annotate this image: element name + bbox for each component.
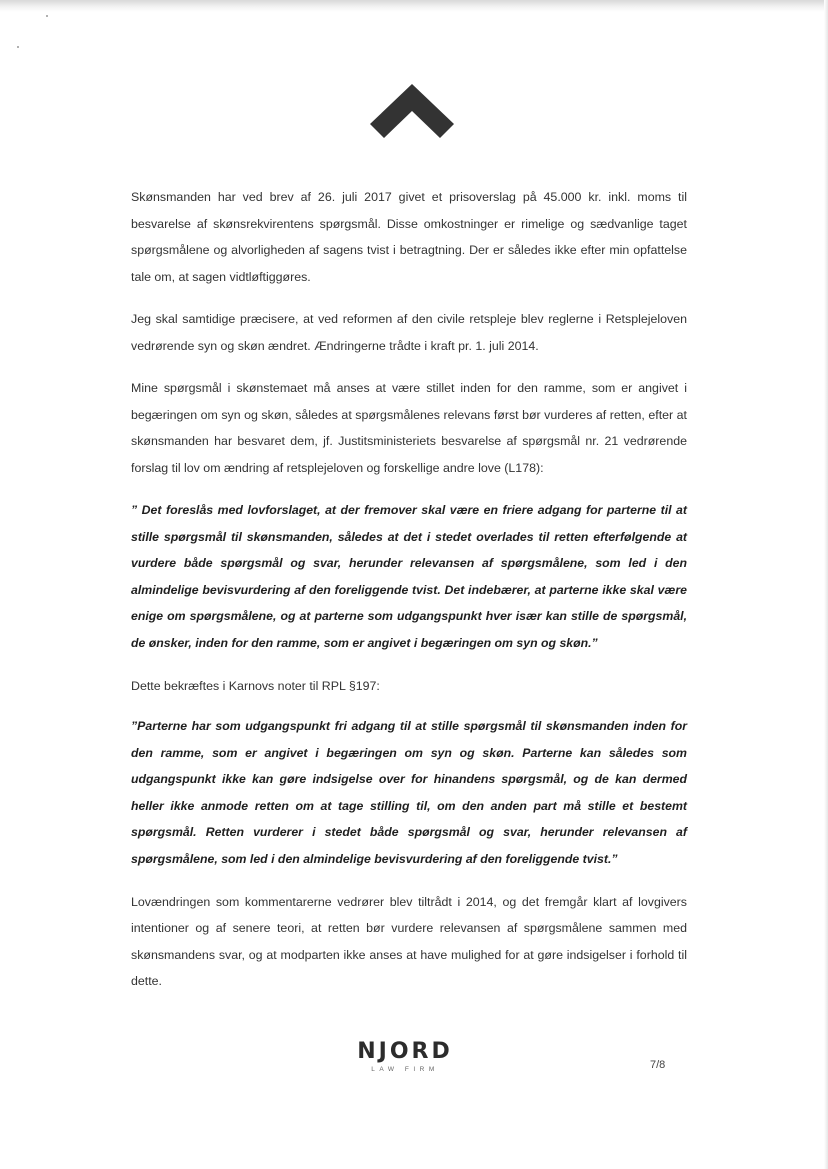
quote-karnov: ”Parterne har som udgangspunkt fri adgang til at stille spørgsmål til skønsmanden inden for den ramme, som er angivet i begæringen om syn og skøn. Parterne kan således som udgangspunkt ikke kan gøre indsigelse over for hinandens spørgsmål, og de kan dermed heller ikke anmode retten om at tage stilling til, om den anden part må stille et bestemt spørgsmål. Retten vurderer i stedet både spørgsmål og svar, herunder relevansen af spørgsmålene, som led i den almindelige bevisvurdering af den foreliggende tvist.” <box>131 719 687 867</box>
page-number: 7/8 <box>650 1059 666 1071</box>
scan-right-edge <box>824 0 828 1169</box>
firm-subtitle: LAW FIRM <box>371 1066 439 1073</box>
scan-speck <box>17 46 19 48</box>
paragraph-questions: Mine spørgsmål i skønstemaet må anses at være stillet inden for den ramme, som er angivet i begæringen om syn og skøn, således at spørgsmålenes relevans først bør vurderes af retten, efter at skønsmanden har besvaret dem, jf. Justitsministeriets besvarelse af spørgsmål nr. 21 vedrørende forslag til lov om ændring af retsplejeloven og forskellige andre love (L178): <box>131 381 687 475</box>
scan-speck <box>46 15 48 17</box>
paragraph-karnov-intro: Dette bekræftes i Karnovs noter til RPL §197: <box>131 678 380 693</box>
paragraph-reform: Jeg skal samtidige præcisere, at ved reformen af den civile retspleje blev reglerne i Retsplejeloven vedrørende syn og skøn ændret. Ændringerne trådte i kraft pr. 1. juli 2014. <box>131 312 687 353</box>
firm-logo <box>340 1040 470 1073</box>
scan-top-edge <box>0 0 828 12</box>
paragraph-prisoverslag: Skønsmanden har ved brev af 26. juli 2017 givet et prisoverslag på 45.000 kr. inkl. moms til besvarelse af skønsrekvirentens spørgsmål. Disse omkostninger er rimelige og sædvanlige taget spørgsmålene og alvorligheden af sagens tvist i betragtning. Der er således ikke efter min opfattelse tale om, at sagen vidtløftiggøres. <box>131 190 687 284</box>
document-body <box>131 184 687 1011</box>
paragraph-closing: Lovændringen som kommentarerne vedrører blev tiltrådt i 2014, og det fremgår klart af lovgivers intentioner og af senere teori, at retten bør vurdere relevansen af spørgsmålene sammen med skønsmandens svar, og at modparten ikke anses at have mulighed for at gøre indsigelser i forhold til dette. <box>131 894 687 989</box>
chevron-up-logo-icon <box>370 84 454 138</box>
firm-name: NJORD <box>357 1039 453 1064</box>
quote-lovforslag: ” Det foreslås med lovforslaget, at der fremover skal være en friere adgang for parterne til at stille spørgsmål til skønsmanden, således at det i stedet overlades til retten efterfølgende at vurdere både spørgsmål og svar, herunder relevansen af spørgsmålene, som led i den almindelige bevisvurdering af den foreliggende tvist. Det indebærer, at parterne ikke skal være enige om spørgsmålene, og at parterne som udgangspunkt hver især kan stille de spørgsmål, de ønsker, inden for den ramme, som er angivet i begæringen om syn og skøn.” <box>131 503 687 650</box>
